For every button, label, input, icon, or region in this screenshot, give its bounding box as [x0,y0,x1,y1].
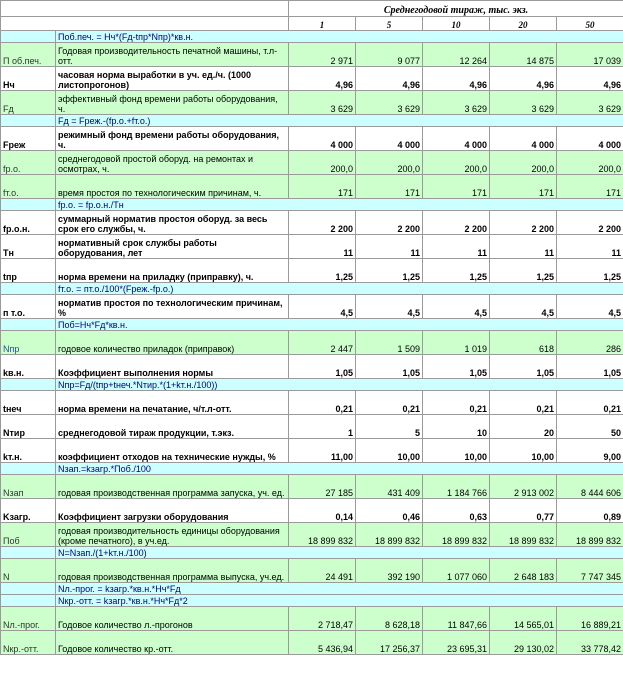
row-value: 3 629 [490,91,557,115]
row-description: Коэффициент загрузки оборудования [56,499,289,523]
formula-row [1,547,623,559]
formula-row [1,199,623,211]
row-value: 11 847,66 [423,607,490,631]
row-value: 4 000 [490,127,557,151]
row-value: 1,05 [557,355,623,379]
table-row [1,211,623,235]
formula-spacer [1,595,56,607]
row-symbol: Нч [1,67,56,91]
table-row [1,43,623,67]
row-symbol: Kзагр. [1,499,56,523]
row-value: 171 [490,175,557,199]
column-header: 10 [423,17,490,31]
row-symbol: Nкр.-отт. [1,631,56,655]
row-symbol: fт.о. [1,175,56,199]
formula-spacer [1,283,56,295]
row-value: 4,5 [490,295,557,319]
row-value: 3 629 [423,91,490,115]
formula-row [1,31,623,43]
row-value: 10 [423,415,490,439]
formula-text: Поб.печ. = Нч*(Fд-tпр*Nпр)*кв.н. [56,31,623,43]
table-row [1,91,623,115]
row-symbol: tпр [1,259,56,283]
row-value: 1 019 [423,331,490,355]
column-header: 50 [557,17,623,31]
row-value: 4,5 [423,295,490,319]
formula-spacer [1,379,56,391]
row-value: 8 628,18 [356,607,423,631]
row-value: 3 629 [289,91,356,115]
row-value: 2 718,47 [289,607,356,631]
row-symbol: Поб [1,523,56,547]
row-symbol: Nпр [1,331,56,355]
table-row [1,259,623,283]
row-value: 11 [423,235,490,259]
row-description: норма времени на приладку (приправку), ч. [56,259,289,283]
row-value: 0,21 [356,391,423,415]
formula-text: Fд = Fреж.-(fр.о.+fт.о.) [56,115,623,127]
row-value: 200,0 [289,151,356,175]
row-symbol: Fд [1,91,56,115]
row-value: 18 899 832 [557,523,623,547]
row-value: 1 [289,415,356,439]
row-symbol: Тн [1,235,56,259]
row-symbol: tнеч [1,391,56,415]
row-description: нормативный срок службы работы оборудования, лет [56,235,289,259]
row-value: 0,63 [423,499,490,523]
table-row [1,607,623,631]
row-description: годовое количество приладок (приправок) [56,331,289,355]
row-symbol: kв.н. [1,355,56,379]
formula-text: N=Nзап./(1+kт.н./100) [56,547,623,559]
table-row [1,559,623,583]
row-value: 23 695,31 [423,631,490,655]
row-value: 9,00 [557,439,623,463]
row-value: 11 [289,235,356,259]
formula-row [1,595,623,607]
row-value: 2 200 [356,211,423,235]
row-value: 1,25 [289,259,356,283]
formula-row [1,463,623,475]
formula-spacer [1,547,56,559]
row-value: 4,5 [356,295,423,319]
column-header: 1 [289,17,356,31]
row-description: норма времени на печатание, ч/т.л-отт. [56,391,289,415]
row-value: 2 971 [289,43,356,67]
row-value: 18 899 832 [289,523,356,547]
row-symbol: Fреж [1,127,56,151]
row-value: 14 565,01 [490,607,557,631]
table-row [1,175,623,199]
row-symbol: Nтир [1,415,56,439]
row-value: 24 491 [289,559,356,583]
row-value: 4 000 [557,127,623,151]
row-value: 4,5 [289,295,356,319]
row-value: 3 629 [557,91,623,115]
table-row [1,439,623,463]
row-value: 17 039 [557,43,623,67]
formula-text: Nкр.-отт. = kзагр.*кв.н.*Нч*Fд*2 [56,595,623,607]
table-row [1,475,623,499]
row-symbol: п т.о. [1,295,56,319]
row-value: 18 899 832 [423,523,490,547]
row-symbol: N [1,559,56,583]
row-value: 0,21 [423,391,490,415]
row-value: 1,25 [557,259,623,283]
row-value: 16 889,21 [557,607,623,631]
row-value: 1 077 060 [423,559,490,583]
formula-text: Nзап.=kзагр.*Поб./100 [56,463,623,475]
row-value: 0,21 [557,391,623,415]
row-description: суммарный норматив простоя оборуд. за весь срок его службы, ч. [56,211,289,235]
row-value: 1,05 [423,355,490,379]
row-description: часовая норма выработки в уч. ед./ч. (1000 листопрогонов) [56,67,289,91]
row-value: 286 [557,331,623,355]
row-value: 200,0 [356,151,423,175]
formula-row [1,283,623,295]
row-value: 171 [423,175,490,199]
row-value: 1,25 [356,259,423,283]
header-blank-2 [1,17,289,31]
row-description: коэффициент отходов на технические нужды, % [56,439,289,463]
row-value: 10,00 [356,439,423,463]
table-row [1,295,623,319]
table-row [1,127,623,151]
row-value: 18 899 832 [356,523,423,547]
row-value: 4 000 [289,127,356,151]
table-row [1,355,623,379]
formula-spacer [1,463,56,475]
table-row [1,631,623,655]
table-row [1,67,623,91]
row-description: среднегодовой тираж продукции, т.экз. [56,415,289,439]
row-value: 200,0 [490,151,557,175]
row-value: 4,96 [423,67,490,91]
row-value: 12 264 [423,43,490,67]
formula-text: Nпр=Fд/(tпр+tнеч.*Nтир.*(1+kт.н./100)) [56,379,623,391]
row-description: годовая производительность единицы оборудования (кроме печатного), в уч.ед. [56,523,289,547]
row-value: 11 [356,235,423,259]
row-value: 1,25 [490,259,557,283]
row-value: 2 200 [490,211,557,235]
row-value: 14 875 [490,43,557,67]
row-value: 2 200 [289,211,356,235]
row-value: 4 000 [423,127,490,151]
row-value: 4,96 [289,67,356,91]
table-body [1,31,623,655]
formula-spacer [1,115,56,127]
row-value: 11,00 [289,439,356,463]
header-title: Среднегодовой тираж, тыс. экз. [289,1,623,17]
row-value: 392 190 [356,559,423,583]
formula-text: Поб=Нч*Fд*кв.н. [56,319,623,331]
row-value: 618 [490,331,557,355]
row-value: 2 913 002 [490,475,557,499]
formula-spacer [1,583,56,595]
formula-row [1,319,623,331]
row-value: 10,00 [423,439,490,463]
row-value: 18 899 832 [490,523,557,547]
row-value: 27 185 [289,475,356,499]
row-symbol: Nл.-прог. [1,607,56,631]
row-description: норматив простоя по технологическим причинам, % [56,295,289,319]
row-description: Годовая производительность печатной машины, т.л-отт. [56,43,289,67]
formula-spacer [1,199,56,211]
row-value: 10,00 [490,439,557,463]
formula-spacer [1,319,56,331]
row-value: 171 [557,175,623,199]
row-value: 50 [557,415,623,439]
row-value: 1,05 [356,355,423,379]
table-row [1,523,623,547]
row-value: 171 [289,175,356,199]
header-blank [1,1,289,17]
row-value: 4,96 [490,67,557,91]
formula-spacer [1,31,56,43]
row-value: 200,0 [557,151,623,175]
row-description: Годовое количество л.-прогонов [56,607,289,631]
row-value: 4,96 [356,67,423,91]
row-value: 171 [356,175,423,199]
row-value: 200,0 [423,151,490,175]
formula-row [1,583,623,595]
row-description: годовая производственная программа запуска, уч. ед. [56,475,289,499]
formula-row [1,379,623,391]
row-value: 4,5 [557,295,623,319]
row-value: 1 509 [356,331,423,355]
row-value: 0,46 [356,499,423,523]
row-value: 0,21 [289,391,356,415]
table-row [1,499,623,523]
row-value: 0,77 [490,499,557,523]
row-value: 11 [490,235,557,259]
row-value: 1,05 [490,355,557,379]
column-header: 20 [490,17,557,31]
row-value: 29 130,02 [490,631,557,655]
row-value: 4 000 [356,127,423,151]
row-value: 0,89 [557,499,623,523]
table-row [1,391,623,415]
row-value: 3 629 [356,91,423,115]
row-description: среднегодовой простой оборуд. на ремонтах и осмотрах, ч. [56,151,289,175]
formula-text: fт.о. = пт.о./100*(Fреж.-fр.о.) [56,283,623,295]
row-value: 4,96 [557,67,623,91]
table-row [1,415,623,439]
row-value: 8 444 606 [557,475,623,499]
column-header: 5 [356,17,423,31]
table-row [1,331,623,355]
row-value: 2 648 183 [490,559,557,583]
row-value: 5 [356,415,423,439]
formula-text: fр.о. = fр.о.н./Тн [56,199,623,211]
row-value: 9 077 [356,43,423,67]
row-value: 2 200 [557,211,623,235]
row-value: 20 [490,415,557,439]
table-row [1,235,623,259]
row-symbol: fр.о. [1,151,56,175]
row-value: 33 778,42 [557,631,623,655]
row-symbol: П об.печ. [1,43,56,67]
row-description: Годовое количество кр.-отт. [56,631,289,655]
row-description: режимный фонд времени работы оборудования, ч. [56,127,289,151]
row-description: эффективный фонд времени работы оборудования, ч. [56,91,289,115]
row-value: 7 747 345 [557,559,623,583]
row-value: 0,14 [289,499,356,523]
row-symbol: Nзап [1,475,56,499]
row-symbol: fр.о.н. [1,211,56,235]
row-value: 431 409 [356,475,423,499]
row-value: 1,25 [423,259,490,283]
row-description: годовая производственная программа выпуска, уч.ед. [56,559,289,583]
formula-row [1,115,623,127]
row-description: Коэффициент выполнения нормы [56,355,289,379]
row-value: 11 [557,235,623,259]
row-value: 2 200 [423,211,490,235]
row-value: 5 436,94 [289,631,356,655]
formula-text: Nл.-прог. = kзагр.*кв.н.*Нч*Fд [56,583,623,595]
row-description: время простоя по технологическим причинам, ч. [56,175,289,199]
row-value: 1,05 [289,355,356,379]
row-symbol: kт.н. [1,439,56,463]
row-value: 0,21 [490,391,557,415]
table-row [1,151,623,175]
row-value: 17 256,37 [356,631,423,655]
row-value: 1 184 766 [423,475,490,499]
row-value: 2 447 [289,331,356,355]
